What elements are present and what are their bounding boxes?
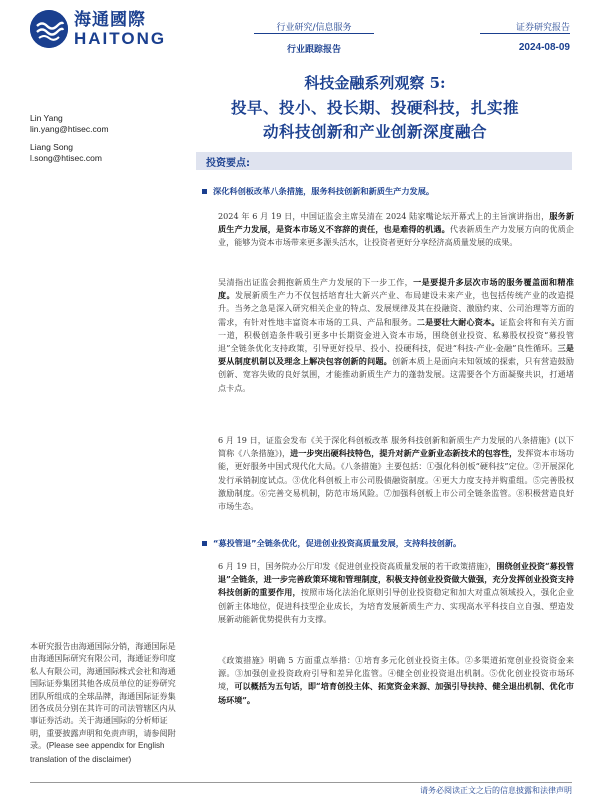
report-date: 2024-08-09 [518, 42, 570, 53]
analyst-block [30, 142, 102, 164]
haitong-logo-icon [30, 10, 68, 48]
summary-heading: 投资要点: [206, 158, 250, 169]
analyst-name: Lin Yang [30, 113, 63, 123]
summary-heading-bar [196, 152, 572, 170]
paragraph-emphasis: 围绕创业投资“募投管退”全链条，进一步完善政策环境和管理制度，积极支持创业投资做大做强，充分发挥创业投资支持科技创新的重要作用， [218, 561, 574, 598]
report-title-line-2: 投早、投小、投长期、投硬科技，扎实推 [230, 98, 519, 117]
haitong-logo [30, 10, 166, 48]
bullet-square-icon [202, 189, 207, 194]
paragraph-text: 按照市场化法治化原则引导创业投资稳定和加大对重点领域投入，强化企业创新主体地位，促进科技型企业成长，为培育发展新质生产力、实现高水平科技自立自强、塑造发展新动能新优势提供有力支撑。 [218, 587, 574, 624]
body-paragraph [218, 654, 574, 707]
paragraph-text: 6 月 19 日，证监会发布《关于深化科创板改革 服务科技创新和新质生产力发展的八条措施》(以下简称《八条措施》)， [218, 435, 574, 459]
footer-notice: 请务必阅读正文之后的信息披露和法律声明 [420, 786, 572, 795]
report-header [0, 0, 600, 62]
paragraph-emphasis: 可以概括为五句话，即“培育创投主体、拓宽资金来源、加强引导扶持、健全退出机制、优化市场环境”。 [218, 681, 574, 705]
paragraph-emphasis: 一是要提升多层次市场的服务覆盖面和精准度。 [218, 277, 574, 301]
analyst-name: Liang Song [30, 142, 74, 152]
body-paragraph [218, 210, 574, 250]
paragraph-text: 证监会将和有关方面一道，积极创造条件吸引更多中长期资金进入资本市场，围绕创业投资、私募股权投资“募投管退”全链条优化支持政策，引导更好投早、投小、投硬科技，促进“科技-产业-金融”良性循环。 [218, 316, 574, 354]
footer-divider [30, 782, 572, 783]
report-category-block [254, 20, 374, 55]
report-title-line-3: 动科技创新和产业创新深度融合 [262, 122, 487, 141]
body-paragraph [218, 560, 574, 626]
paragraph-text: 发展新质生产力不仅包括培育壮大新兴产业、布局建设未来产业，也包括传统产业的改造提升。当务之急是深入研究相关企业的特点、发展规律及其在投融资、激励约束、公司治理等方面的需求，有针对性地丰富资本市场的工具、产品和服务。 [218, 290, 574, 327]
analyst-email[interactable]: l.song@htisec.com [30, 153, 102, 163]
report-meta-block [480, 20, 570, 53]
key-point-bullet [202, 538, 572, 549]
paragraph-text: 代表新质生产力发展方向的优质企业，能够为资本市场带来更多源头活水，让投资者更好分享经济高质量发展的成果。 [218, 224, 574, 248]
body-paragraph [218, 434, 574, 513]
report-type: 行业跟踪报告 [286, 45, 341, 55]
disclaimer-text-en: (Please see appendix for English translation of the disclaimer) [30, 741, 165, 764]
report-category: 行业研究/信息服务 [254, 20, 374, 34]
paragraph-emphasis: 服务新质生产力发展，是资本市场义不容辞的责任，也是难得的机遇。 [218, 211, 574, 235]
analyst-block [30, 113, 109, 135]
paragraph-text: 吴清指出证监会拥抱新质生产力发展的下一步工作， [218, 277, 414, 287]
body-paragraph [218, 276, 574, 395]
paragraph-text: 2024 年 6 月 19 日，中国证监会主席吴清在 2024 陆家嘴论坛开幕式上的主旨演讲指出， [218, 211, 550, 221]
bullet-text: 深化科创板改革八条措施，服务科技创新和新质生产力发展。 [213, 186, 435, 196]
paragraph-text: 6 月 19 日，国务院办公厅印发《促进创业投资高质量发展的若干政策措施》， [218, 561, 497, 571]
disclaimer-text-cn: 本研究报告由海通国际分销，海通国际是由海通国际研究有限公司，海通证券印度私人有限公司，海通国际株式会社和海通国际证券集团其他各成员单位的证券研究团队所组成的全球品牌，海通国际证券集团各成员分别在其许可的司法管辖区内从事证券活动。关于海通国际的分析师证明，重要披露声明和免责声明，请参阅附录。 [30, 641, 176, 751]
paragraph-text: 《政策措施》明确 5 方面重点举措：①培育多元化创业投资主体。②多渠道拓宽创业投资资金来源。③加强创业投资政府引导和差异化监管。④健全创业投资退出机制。⑤优化创业投资市场环境， [218, 655, 574, 692]
report-title-line-1: 科技金融系列观察 5: [304, 74, 446, 92]
bullet-square-icon [202, 541, 207, 546]
key-point-bullet [202, 186, 572, 197]
logo-chinese: 海通國際 [74, 10, 146, 30]
logo-english: HAITONG [74, 29, 167, 48]
paragraph-emphasis: 进一步突出硬科技特色，提升对新产业新业态新技术的包容性， [290, 448, 518, 459]
paragraph-text: 创新本质上是面向未知领域的探索，只有营造鼓励创新、宽容失败的良好氛围，才能推动新质生产力的蓬勃发展。这需要各个方面凝聚共识，打通堵点卡点。 [218, 356, 574, 393]
research-label: 证券研究报告 [480, 20, 570, 34]
analyst-email[interactable]: lin.yang@htisec.com [30, 124, 109, 134]
paragraph-emphasis: 二是要壮大耐心资本。 [416, 316, 500, 327]
paragraph-emphasis: 三是要从制度机制以及理念上解决包容创新的问题。 [218, 343, 574, 367]
disclaimer-sidebar [30, 640, 178, 766]
paragraph-text: 发挥资本市场功能，更好服务中国式现代化大局。《八条措施》主要包括：①强化科创板“硬科技”定位。②开展深化发行承销制度试点。③优化科创板上市公司股债融资制度。④更大力度支持并购重组。⑤完善股权激励制度。⑥完善交易机制，防范市场风险。⑦加强科创板上市公司全链条监管。⑧积极营造良好市场生态。 [218, 448, 574, 512]
bullet-text: “募投管退”全链条优化，促进创业投资高质量发展，支持科技创新。 [213, 538, 462, 548]
